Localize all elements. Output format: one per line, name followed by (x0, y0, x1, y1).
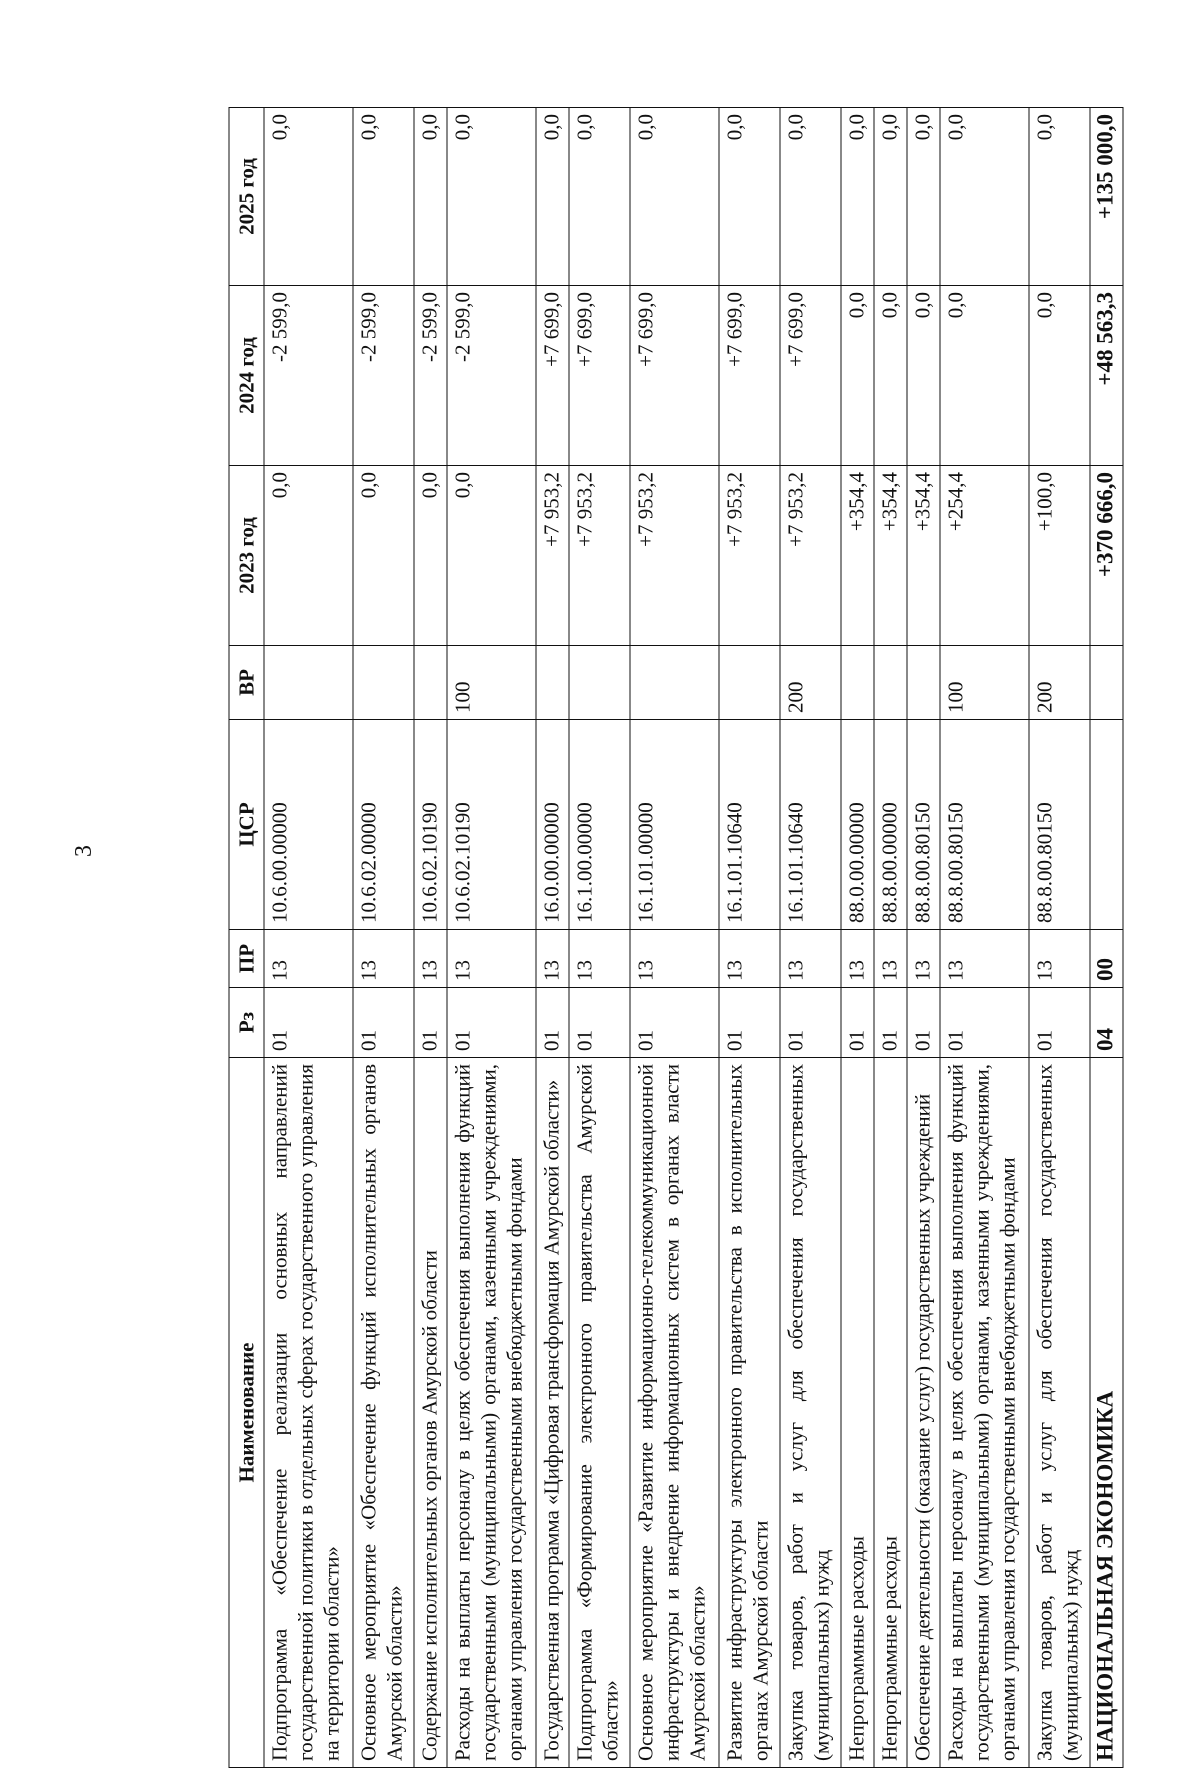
cell-2025: 0,0 (841, 108, 874, 286)
table-row (874, 108, 907, 1768)
cell-csr: 16.1.01.10640 (780, 720, 841, 930)
table-row (630, 108, 719, 1768)
cell-name: Непрограммные расходы (874, 1058, 907, 1768)
cell-vr (841, 646, 874, 720)
page-number: 3 (71, 845, 97, 857)
cell-2023: +7 953,2 (536, 466, 569, 646)
cell-pr: 13 (414, 930, 447, 988)
table-row (1029, 108, 1090, 1768)
cell-name: Подпрограмма «Формирование электронного правительства Амурской области» (569, 1058, 630, 1768)
cell-2024: -2 599,0 (353, 286, 414, 466)
cell-pr: 13 (940, 930, 1029, 988)
header-csr: ЦСР (229, 720, 264, 930)
cell-vr (569, 646, 630, 720)
cell-2023: 0,0 (414, 466, 447, 646)
cell-2023: +254,4 (940, 466, 1029, 646)
cell-csr: 88.8.00.80150 (907, 720, 940, 930)
cell-2024: 0,0 (841, 286, 874, 466)
table-row (414, 108, 447, 1768)
cell-2023: +354,4 (841, 466, 874, 646)
cell-2024: -2 599,0 (264, 286, 353, 466)
header-rz: Рз (229, 988, 264, 1058)
cell-2024: 0,0 (1029, 286, 1090, 466)
cell-csr: 10.6.02.10190 (414, 720, 447, 930)
cell-2025: 0,0 (447, 108, 536, 286)
cell-vr (630, 646, 719, 720)
cell-2023: 0,0 (353, 466, 414, 646)
cell-csr: 16.1.00.00000 (569, 720, 630, 930)
cell-csr: 10.6.02.10190 (447, 720, 536, 930)
cell-name: Основное мероприятие «Обеспечение функций исполнительных органов Амурской области» (353, 1058, 414, 1768)
cell-pr: 13 (353, 930, 414, 988)
cell-pr: 13 (447, 930, 536, 988)
cell-name: НАЦИОНАЛЬНАЯ ЭКОНОМИКА (1090, 1058, 1123, 1768)
cell-2024: +48 563,3 (1090, 286, 1123, 466)
cell-2024: 0,0 (907, 286, 940, 466)
table-row (536, 108, 569, 1768)
cell-2024: +7 699,0 (569, 286, 630, 466)
cell-2023: +7 953,2 (719, 466, 780, 646)
cell-name: Непрограммные расходы (841, 1058, 874, 1768)
header-2023: 2023 год (229, 466, 264, 646)
cell-rz: 01 (719, 988, 780, 1058)
cell-2025: 0,0 (719, 108, 780, 286)
cell-pr: 13 (569, 930, 630, 988)
cell-rz: 01 (264, 988, 353, 1058)
cell-vr (907, 646, 940, 720)
cell-2025: 0,0 (414, 108, 447, 286)
cell-name: Развитие инфраструктуры электронного правительства в исполнительных органах Амурской области (719, 1058, 780, 1768)
cell-vr (1090, 646, 1123, 720)
cell-name: Содержание исполнительных органов Амурской области (414, 1058, 447, 1768)
cell-csr: 88.8.00.00000 (874, 720, 907, 930)
cell-2024: +7 699,0 (630, 286, 719, 466)
cell-2025: +135 000,0 (1090, 108, 1123, 286)
cell-name: Государственная программа «Цифровая трансформация Амурской области» (536, 1058, 569, 1768)
cell-vr: 100 (940, 646, 1029, 720)
cell-pr: 13 (874, 930, 907, 988)
cell-vr (264, 646, 353, 720)
cell-2023: +7 953,2 (780, 466, 841, 646)
cell-2023: +7 953,2 (569, 466, 630, 646)
cell-vr (536, 646, 569, 720)
header-name: Наименование (229, 1058, 264, 1768)
table-row (447, 108, 536, 1768)
cell-2025: 0,0 (353, 108, 414, 286)
cell-rz: 01 (630, 988, 719, 1058)
cell-2025: 0,0 (630, 108, 719, 286)
cell-pr: 13 (907, 930, 940, 988)
cell-2023: +354,4 (907, 466, 940, 646)
table-row (841, 108, 874, 1768)
cell-csr: 10.6.02.00000 (353, 720, 414, 930)
cell-2025: 0,0 (940, 108, 1029, 286)
header-pr: ПР (229, 930, 264, 988)
cell-2023: +354,4 (874, 466, 907, 646)
cell-2024: 0,0 (940, 286, 1029, 466)
cell-vr: 200 (780, 646, 841, 720)
cell-csr: 16.1.01.00000 (630, 720, 719, 930)
cell-2023: +370 666,0 (1090, 466, 1123, 646)
cell-name: Обеспечение деятельности (оказание услуг) государственных учреждений (907, 1058, 940, 1768)
cell-csr: 88.8.00.80150 (940, 720, 1029, 930)
cell-rz: 01 (536, 988, 569, 1058)
cell-pr: 13 (264, 930, 353, 988)
cell-rz: 01 (874, 988, 907, 1058)
table-total-row (1090, 108, 1123, 1768)
cell-rz: 01 (940, 988, 1029, 1058)
cell-csr: 88.8.00.80150 (1029, 720, 1090, 930)
cell-rz: 01 (447, 988, 536, 1058)
cell-2025: 0,0 (907, 108, 940, 286)
cell-rz: 01 (414, 988, 447, 1058)
cell-2025: 0,0 (264, 108, 353, 286)
table-row (780, 108, 841, 1768)
cell-2024: -2 599,0 (414, 286, 447, 466)
cell-pr: 13 (841, 930, 874, 988)
header-2024: 2024 год (229, 286, 264, 466)
cell-csr: 16.0.00.00000 (536, 720, 569, 930)
cell-2023: 0,0 (447, 466, 536, 646)
cell-2023: +100,0 (1029, 466, 1090, 646)
cell-pr: 13 (780, 930, 841, 988)
cell-name: Закупка товаров, работ и услуг для обеспечения государственных (муниципальных) нужд (780, 1058, 841, 1768)
table-row (719, 108, 780, 1768)
cell-2023: +7 953,2 (630, 466, 719, 646)
cell-vr: 200 (1029, 646, 1090, 720)
cell-pr: 13 (719, 930, 780, 988)
cell-rz: 01 (1029, 988, 1090, 1058)
cell-2024: +7 699,0 (536, 286, 569, 466)
cell-pr: 00 (1090, 930, 1123, 988)
cell-csr (1090, 720, 1123, 930)
table-row (264, 108, 353, 1768)
cell-2025: 0,0 (780, 108, 841, 286)
cell-rz: 01 (569, 988, 630, 1058)
cell-name: Расходы на выплаты персоналу в целях обеспечения выполнения функций государственными (муниципальными) органами, казенными учреждениями, органами управления государственными внебюджетными фондами (940, 1058, 1029, 1768)
cell-2025: 0,0 (536, 108, 569, 286)
cell-2024: +7 699,0 (780, 286, 841, 466)
cell-vr (414, 646, 447, 720)
cell-rz: 01 (780, 988, 841, 1058)
header-vr: ВР (229, 646, 264, 720)
cell-2024: +7 699,0 (719, 286, 780, 466)
cell-pr: 13 (1029, 930, 1090, 988)
cell-pr: 13 (630, 930, 719, 988)
cell-vr: 100 (447, 646, 536, 720)
cell-2025: 0,0 (874, 108, 907, 286)
table-row (569, 108, 630, 1768)
cell-name: Основное мероприятие «Развитие информационно-телекоммуникационной инфраструктуры и внедрение информационных систем в органах власти Амурской области» (630, 1058, 719, 1768)
cell-rz: 01 (353, 988, 414, 1058)
cell-csr: 88.0.00.00000 (841, 720, 874, 930)
table-row (940, 108, 1029, 1768)
header-2025: 2025 год (229, 108, 264, 286)
cell-rz: 01 (841, 988, 874, 1058)
cell-rz: 04 (1090, 988, 1123, 1058)
cell-rz: 01 (907, 988, 940, 1058)
cell-2025: 0,0 (569, 108, 630, 286)
cell-2024: -2 599,0 (447, 286, 536, 466)
cell-name: Закупка товаров, работ и услуг для обеспечения государственных (муниципальных) нужд (1029, 1058, 1090, 1768)
cell-2025: 0,0 (1029, 108, 1090, 286)
cell-2023: 0,0 (264, 466, 353, 646)
cell-vr (874, 646, 907, 720)
cell-name: Подпрограмма «Обеспечение реализации основных направлений государственной политики в отдельных сферах государственного управления на территории области» (264, 1058, 353, 1768)
cell-vr (353, 646, 414, 720)
budget-table-wrapper (229, 108, 1124, 1768)
cell-vr (719, 646, 780, 720)
cell-2024: 0,0 (874, 286, 907, 466)
cell-csr: 10.6.00.00000 (264, 720, 353, 930)
cell-pr: 13 (536, 930, 569, 988)
budget-table (229, 107, 1124, 1768)
table-header-row (229, 108, 264, 1768)
table-row (353, 108, 414, 1768)
cell-csr: 16.1.01.10640 (719, 720, 780, 930)
cell-name: Расходы на выплаты персоналу в целях обеспечения выполнения функций государственными (муниципальными) органами, казенными учреждениями, органами управления государственными внебюджетными фондами (447, 1058, 536, 1768)
table-row (907, 108, 940, 1768)
